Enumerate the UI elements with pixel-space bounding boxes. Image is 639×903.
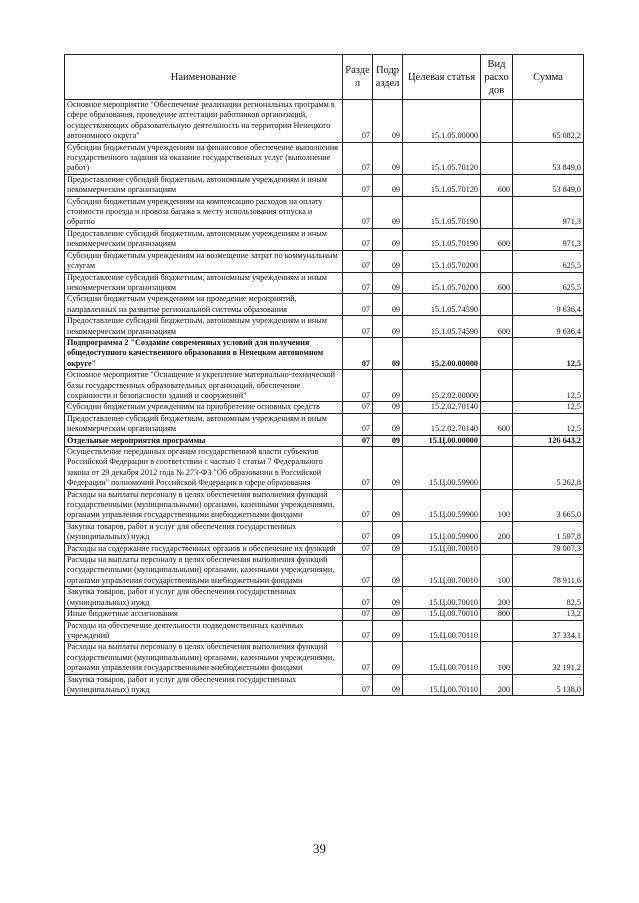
- cell-subsection: 09: [373, 521, 403, 543]
- header-expense: Вид расхо дов: [481, 55, 513, 100]
- cell-sum: 53 849,0: [513, 142, 584, 174]
- cell-sum: 3 665,0: [513, 489, 584, 521]
- cell-subsection: 09: [373, 370, 403, 402]
- cell-subsection: 09: [373, 142, 403, 174]
- table-row: [65, 228, 584, 250]
- table-header-row: [65, 55, 584, 100]
- cell-name: Предоставление субсидий бюджетным, автономным учреждениям и иным некоммерческим организациям: [65, 174, 343, 196]
- cell-sum: 79 007,3: [513, 543, 584, 554]
- cell-sum: 13,2: [513, 609, 584, 620]
- cell-expense: 100: [481, 555, 513, 587]
- cell-subsection: 09: [373, 587, 403, 609]
- cell-sum: 971,3: [513, 228, 584, 250]
- cell-name: Расходы на выплаты персоналу в целях обеспечения выполнения функций государственными (муниципальными) органами, казенными учреждениями, органами управления государственными внебюджетными фондами: [65, 555, 343, 587]
- cell-name: Основное мероприятие "Оснащение и укрепление материально-технической базы государственных образовательных организаций, обеспечение сохранности и безопасности зданий и сооружений": [65, 370, 343, 402]
- cell-expense: [481, 294, 513, 316]
- cell-expense: [481, 447, 513, 490]
- header-subsection: Подр аздел: [373, 55, 403, 100]
- header-name: Наименование: [65, 55, 343, 100]
- cell-expense: [481, 435, 513, 446]
- cell-expense: [481, 543, 513, 554]
- cell-subsection: 09: [373, 620, 403, 642]
- cell-section: 07: [343, 555, 373, 587]
- cell-name: Субсидии бюджетным учреждениям на финансовое обеспечение выполнения государственного задания на оказание государственных услуг (выполнение работ): [65, 142, 343, 174]
- cell-section: 07: [343, 413, 373, 435]
- cell-section: 07: [343, 435, 373, 446]
- cell-name: Закупка товаров, работ и услуг для обеспечения государственных (муниципальных) нужд: [65, 521, 343, 543]
- cell-name: Предоставление субсидий бюджетным, автономным учреждениям и иным некоммерческим организациям: [65, 272, 343, 294]
- cell-section: 07: [343, 489, 373, 521]
- table-row: [65, 272, 584, 294]
- cell-subsection: 09: [373, 250, 403, 272]
- cell-section: 07: [343, 316, 373, 338]
- cell-section: 07: [343, 642, 373, 674]
- cell-name: Субсидии бюджетным учреждениям на компенсацию расходов на оплату стоимости проезда и провоза багажа к месту использования отпуска и обратно: [65, 196, 343, 228]
- table-row: [65, 100, 584, 143]
- cell-target: 15.1.05.74590: [403, 316, 481, 338]
- cell-section: 07: [343, 228, 373, 250]
- cell-sum: 12,5: [513, 370, 584, 402]
- budget-table: [64, 54, 584, 696]
- cell-subsection: 09: [373, 447, 403, 490]
- cell-expense: 100: [481, 489, 513, 521]
- cell-target: 15.Ц.00.70010: [403, 543, 481, 554]
- cell-section: 07: [343, 674, 373, 696]
- cell-target: 15.1.05.70200: [403, 272, 481, 294]
- cell-name: Субсидии бюджетным учреждениям на проведение мероприятий, направленных на развитие региональной системы образования: [65, 294, 343, 316]
- cell-expense: 600: [481, 272, 513, 294]
- cell-target: 15.1.05.70200: [403, 250, 481, 272]
- cell-expense: 600: [481, 228, 513, 250]
- cell-subsection: 09: [373, 609, 403, 620]
- cell-name: Субсидии бюджетным учреждениям на возмещение затрат по коммунальным услугам: [65, 250, 343, 272]
- table-row: [65, 447, 584, 490]
- cell-target: 15.1.05.70190: [403, 228, 481, 250]
- cell-subsection: 09: [373, 294, 403, 316]
- cell-sum: 126 643,2: [513, 435, 584, 446]
- cell-expense: [481, 142, 513, 174]
- cell-sum: 971,3: [513, 196, 584, 228]
- cell-subsection: 09: [373, 196, 403, 228]
- cell-subsection: 09: [373, 316, 403, 338]
- cell-section: 07: [343, 402, 373, 413]
- page-number: 39: [313, 841, 326, 856]
- cell-target: 15.1.05.74590: [403, 294, 481, 316]
- cell-subsection: 09: [373, 489, 403, 521]
- header-target: Целевая статья: [403, 55, 481, 100]
- table-row: [65, 294, 584, 316]
- cell-sum: 5 262,8: [513, 447, 584, 490]
- cell-subsection: 09: [373, 413, 403, 435]
- cell-section: 07: [343, 142, 373, 174]
- table-row: [65, 642, 584, 674]
- cell-sum: 53 849,0: [513, 174, 584, 196]
- cell-target: 15.1.05.00000: [403, 100, 481, 143]
- cell-target: 15.Ц.00.70110: [403, 620, 481, 642]
- cell-name: Закупка товаров, работ и услуг для обеспечения государственных (муниципальных) нужд: [65, 587, 343, 609]
- table-row: [65, 370, 584, 402]
- table-row: [65, 521, 584, 543]
- cell-subsection: 09: [373, 674, 403, 696]
- cell-expense: [481, 370, 513, 402]
- cell-name: Основное мероприятие "Обеспечение реализации региональных программ в сфере образования, проведение аттестации работников организаций, осуществляющих образовательную деятельность на территории Ненецкого автономного округа": [65, 100, 343, 143]
- cell-section: 07: [343, 543, 373, 554]
- cell-target: 15.Ц.00.70010: [403, 609, 481, 620]
- cell-expense: 600: [481, 413, 513, 435]
- cell-target: 15.Ц.00.00000: [403, 435, 481, 446]
- cell-expense: [481, 250, 513, 272]
- cell-sum: 9 636,4: [513, 316, 584, 338]
- cell-subsection: 09: [373, 228, 403, 250]
- cell-sum: 12,5: [513, 413, 584, 435]
- cell-expense: [481, 620, 513, 642]
- cell-name: Расходы на содержание государственных органов и обеспечение их функций: [65, 543, 343, 554]
- cell-expense: [481, 402, 513, 413]
- cell-name: Расходы на обеспечение деятельности подведомственных казённых учреждений: [65, 620, 343, 642]
- table-row: [65, 609, 584, 620]
- table-row: [65, 142, 584, 174]
- cell-target: 15.Ц.00.59900: [403, 447, 481, 490]
- cell-name: Субсидии бюджетным учреждениям на приобретение основных средств: [65, 402, 343, 413]
- cell-name: Предоставление субсидий бюджетным, автономным учреждениям и иным некоммерческим организациям: [65, 413, 343, 435]
- cell-section: 07: [343, 100, 373, 143]
- cell-expense: [481, 337, 513, 369]
- cell-target: 15.Ц.00.59900: [403, 489, 481, 521]
- cell-section: 07: [343, 370, 373, 402]
- table-row: [65, 196, 584, 228]
- table-row: [65, 250, 584, 272]
- cell-sum: 9 636,4: [513, 294, 584, 316]
- cell-sum: 1 597,8: [513, 521, 584, 543]
- cell-section: 07: [343, 250, 373, 272]
- cell-name: Иные бюджетные ассигнования: [65, 609, 343, 620]
- cell-target: 15.1.05.70120: [403, 142, 481, 174]
- cell-sum: 625,5: [513, 272, 584, 294]
- header-section: Разде л: [343, 55, 373, 100]
- cell-section: 07: [343, 620, 373, 642]
- cell-target: 15.Ц.00.70010: [403, 587, 481, 609]
- table-row: [65, 413, 584, 435]
- cell-section: 07: [343, 521, 373, 543]
- cell-section: 07: [343, 272, 373, 294]
- cell-section: 07: [343, 587, 373, 609]
- cell-subsection: 09: [373, 337, 403, 369]
- table-row: [65, 316, 584, 338]
- cell-section: 07: [343, 174, 373, 196]
- cell-sum: 32 191,2: [513, 642, 584, 674]
- cell-expense: [481, 100, 513, 143]
- table-row: [65, 489, 584, 521]
- cell-sum: 37 334,1: [513, 620, 584, 642]
- cell-sum: 5 138,0: [513, 674, 584, 696]
- table-body: [65, 100, 584, 696]
- cell-target: 15.Ц.00.70010: [403, 555, 481, 587]
- cell-target: 15.1.05.70120: [403, 174, 481, 196]
- cell-expense: 600: [481, 174, 513, 196]
- cell-target: 15.2.02.70140: [403, 413, 481, 435]
- cell-target: 15.1.05.70190: [403, 196, 481, 228]
- cell-expense: [481, 196, 513, 228]
- cell-subsection: 09: [373, 543, 403, 554]
- cell-name: Предоставление субсидий бюджетным, автономным учреждениям и иным некоммерческим организациям: [65, 228, 343, 250]
- cell-sum: 625,5: [513, 250, 584, 272]
- cell-section: 07: [343, 196, 373, 228]
- cell-sum: 65 082,2: [513, 100, 584, 143]
- cell-subsection: 09: [373, 174, 403, 196]
- cell-sum: 78 911,6: [513, 555, 584, 587]
- cell-target: 15.Ц.00.59900: [403, 521, 481, 543]
- cell-section: 07: [343, 447, 373, 490]
- table-row: [65, 674, 584, 696]
- table-row: [65, 587, 584, 609]
- cell-section: 07: [343, 294, 373, 316]
- cell-expense: 200: [481, 674, 513, 696]
- cell-sum: 12,5: [513, 402, 584, 413]
- cell-target: 15.Ц.00.70110: [403, 674, 481, 696]
- cell-target: 15.Ц.00.70110: [403, 642, 481, 674]
- cell-subsection: 09: [373, 100, 403, 143]
- cell-expense: 800: [481, 609, 513, 620]
- cell-name: Подпрограмма 2 "Создание современных условий для получения общедоступного качественного образования в Ненецком автономном округе": [65, 337, 343, 369]
- table-row: [65, 402, 584, 413]
- cell-section: 07: [343, 609, 373, 620]
- cell-name: Закупка товаров, работ и услуг для обеспечения государственных (муниципальных) нужд: [65, 674, 343, 696]
- cell-subsection: 09: [373, 272, 403, 294]
- cell-target: 15.2.02.70140: [403, 402, 481, 413]
- cell-section: 07: [343, 337, 373, 369]
- cell-name: Расходы на выплаты персоналу в целях обеспечения выполнения функций государственными (муниципальными) органами, казенными учреждениями, органами управления государственными внебюджетными фондами: [65, 489, 343, 521]
- cell-sum: 82,5: [513, 587, 584, 609]
- cell-expense: 200: [481, 587, 513, 609]
- cell-target: 15.2.00.00000: [403, 337, 481, 369]
- cell-name: Осуществление переданных органам государственной власти субъектов Российской Федерации в соответствии с частью 1 статьи 7 Федерального закона от 29 декабря 2012 года № 273-ФЗ "Об образовании в Российской Федерации" полномочий Российской Федерации в сфере образования: [65, 447, 343, 490]
- cell-subsection: 09: [373, 402, 403, 413]
- cell-name: Отдельные мероприятия программы: [65, 435, 343, 446]
- table-row: [65, 555, 584, 587]
- table-row: [65, 620, 584, 642]
- table-header: [65, 55, 584, 100]
- cell-subsection: 09: [373, 555, 403, 587]
- cell-sum: 12,5: [513, 337, 584, 369]
- cell-expense: 200: [481, 521, 513, 543]
- cell-subsection: 09: [373, 642, 403, 674]
- cell-subsection: 09: [373, 435, 403, 446]
- table-row: [65, 337, 584, 369]
- table-row: [65, 435, 584, 446]
- cell-expense: 100: [481, 642, 513, 674]
- cell-expense: 600: [481, 316, 513, 338]
- table-row: [65, 174, 584, 196]
- table-row: [65, 543, 584, 554]
- cell-name: Расходы на выплаты персоналу в целях обеспечения выполнения функций государственными (муниципальными) органами, казенными учреждениями, органами управления государственными внебюджетными фондами: [65, 642, 343, 674]
- header-sum: Сумма: [513, 55, 584, 100]
- cell-name: Предоставление субсидий бюджетным, автономным учреждениям и иным некоммерческим организациям: [65, 316, 343, 338]
- cell-target: 15.2.02.00000: [403, 370, 481, 402]
